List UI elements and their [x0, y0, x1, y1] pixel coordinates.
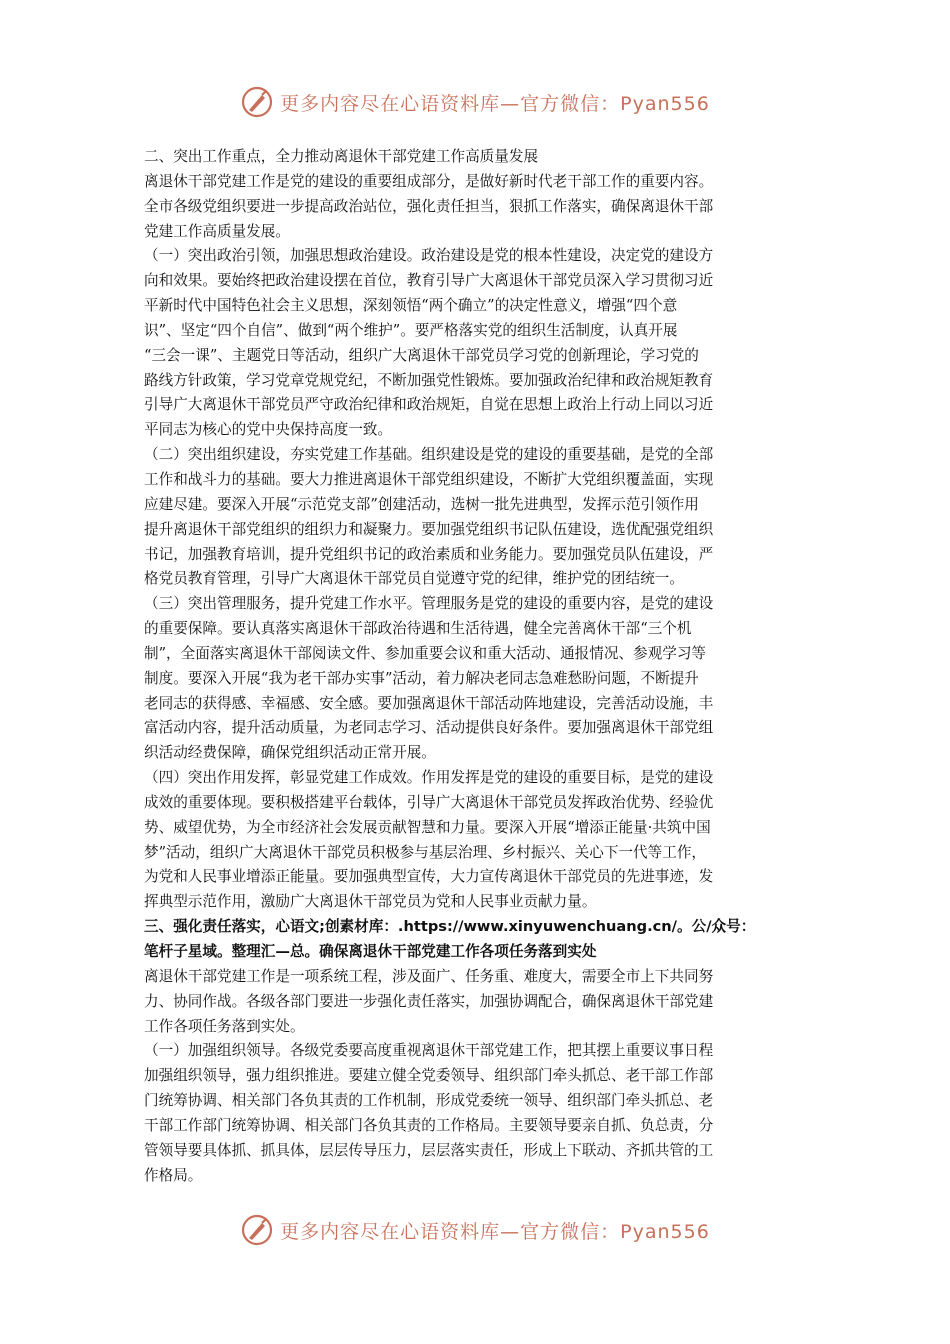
- pen-logo-icon: [240, 1213, 274, 1247]
- text-line: 全市各级党组织要进一步提高政治站位，强化责任担当，狠抓工作落实，确保离退休干部: [144, 197, 714, 215]
- text-line: （一）加强组织领导。各级党委要高度重视离退休干部党建工作，把其摆上重要议事日程: [144, 1042, 714, 1060]
- text-line: 党建工作高质量发展。: [144, 222, 290, 240]
- text-line: （三）突出管理服务，提升党建工作水平。管理服务是党的建设的重要内容，是党的建设: [144, 595, 714, 613]
- text-line: 梦”活动，组织广大离退休干部党员积极参与基层治理、乡村振兴、关心下一代等工作，: [144, 843, 707, 861]
- text-line: “三会一课”、主题党日等活动，组织广大离退休干部党员学习党的创新理论，学习党的: [144, 346, 699, 364]
- text-line: 门统筹协调、相关部门各负其责的工作机制，形成党委统一领导、组织部门牵头抓总、老: [144, 1092, 714, 1110]
- text-line: 挥典型示范作用，激励广大离退休干部党员为党和人民事业贡献力量。: [144, 893, 597, 911]
- text-line: 势、威望优势，为全市经济社会发展贡献智慧和力量。要深入开展“增添正能量·共筑中国: [144, 818, 711, 836]
- text-line: （二）突出组织建设，夯实党建工作基础。组织建设是党的建设的重要基础，是党的全部: [144, 446, 714, 464]
- text-line: 二、突出工作重点，全力推动离退休干部党建工作高质量发展: [144, 148, 539, 165]
- text-line: 引导广大离退休干部党员严守政治纪律和政治规矩，自觉在思想上政治上行动上同以习近: [144, 396, 714, 414]
- header-watermark-text: 更多内容尽在心语资料库—官方微信：Pyan556: [280, 92, 710, 115]
- text-line: 为党和人民事业增添正能量。要加强典型宣传，大力宣传离退休干部党员的先进事迹，发: [144, 868, 714, 886]
- text-line: 离退休干部党建工作是一项系统工程，涉及面广、任务重、难度大，需要全市上下共同努: [144, 967, 714, 985]
- text-line: 工作各项任务落到实处。: [144, 1017, 305, 1035]
- text-line: 工作和战斗力的基础。要大力推进离退休干部党组织建设，不断扩大党组织覆盖面，实现: [144, 470, 714, 488]
- text-line: 路线方针政策，学习党章党规党纪，不断加强党性锻炼。要加强政治纪律和政治规矩教育: [144, 371, 714, 389]
- text-line: 干部工作部门统筹协调、相关部门各负其责的工作格局。主要领导要亲自抓、负总责，分: [144, 1116, 714, 1134]
- footer-watermark-banner: [0, 1210, 950, 1250]
- text-line: 老同志的获得感、幸福感、安全感。要加强离退休干部活动阵地建设，完善活动设施，丰: [144, 694, 714, 712]
- text-line: 管领导要具体抓、抓具体，层层传导压力，层层落实责任，形成上下联动、齐抓共管的工: [144, 1141, 714, 1159]
- section-heading-line: 笔杆子星域。整理汇—总。确保离退休干部党建工作各项任务落到实处: [144, 943, 597, 960]
- text-line: 离退休干部党建工作是党的建设的重要组成部分，是做好新时代老干部工作的重要内容。: [144, 172, 714, 190]
- footer-watermark-text: 更多内容尽在心语资料库—官方微信：Pyan556: [280, 1220, 710, 1243]
- text-line: （一）突出政治引领，加强思想政治建设。政治建设是党的根本性建设，决定党的建设方: [144, 247, 714, 265]
- document-body: [144, 145, 810, 1188]
- text-line: 平新时代中国特色社会主义思想，深刻领悟“两个确立”的决定性意义，增强“四个意: [144, 297, 678, 315]
- text-line: 格党员教育管理，引导广大离退休干部党员自觉遵守党的纪律，维护党的团结统一。: [144, 570, 684, 588]
- text-line: 识”、坚定“四个自信”、做到“两个维护”。要严格落实党的组织生活制度，认真开展: [144, 321, 678, 339]
- text-line: 制”，全面落实离退休干部阅读文件、参加重要会议和重大活动、通报情况、参观学习等: [144, 644, 707, 662]
- header-watermark-banner: [0, 82, 950, 122]
- text-line: 书记，加强教育培训，提升党组织书记的政治素质和业务能力。要加强党员队伍建设，严: [144, 545, 714, 563]
- text-line: 应建尽建。要深入开展“示范党支部”创建活动，选树一批先进典型，发挥示范引领作用: [144, 495, 699, 513]
- text-line: 力、协同作战。各级各部门要进一步强化责任落实，加强协调配合，确保离退休干部党建: [144, 992, 714, 1010]
- text-line: 的重要保障。要认真落实离退休干部政治待遇和生活待遇，健全完善离休干部“三个机: [144, 620, 692, 638]
- text-line: 提升离退休干部党组织的组织力和凝聚力。要加强党组织书记队伍建设，选优配强党组织: [144, 520, 714, 538]
- text-line: 成效的重要体现。要积极搭建平台载体，引导广大离退休干部党员发挥政治优势、经验优: [144, 793, 714, 811]
- text-line: 作格局。: [144, 1166, 203, 1184]
- text-line: 平同志为核心的党中央保持高度一致。: [144, 421, 393, 439]
- text-line: （四）突出作用发挥，彰显党建工作成效。作用发挥是党的建设的重要目标，是党的建设: [144, 769, 714, 787]
- section-heading-line: 三、强化责任落实，心语文;创素材库：.https://www.xinyuwenchuang.cn/。公/众号：: [144, 918, 756, 936]
- text-line: 制度。要深入开展“我为老干部办实事”活动，着力解决老同志急难愁盼问题，不断提升: [144, 669, 699, 687]
- text-line: 加强组织领导，强力组织推进。要建立健全党委领导、组织部门牵头抓总、老干部工作部: [144, 1067, 714, 1085]
- text-line: 富活动内容，提升活动质量，为老同志学习、活动提供良好条件。要加强离退休干部党组: [144, 719, 714, 737]
- pen-logo-icon: [240, 85, 274, 119]
- text-line: 向和效果。要始终把政治建设摆在首位，教育引导广大离退休干部党员深入学习贯彻习近: [144, 272, 714, 290]
- text-line: 织活动经费保障，确保党组织活动正常开展。: [144, 744, 436, 762]
